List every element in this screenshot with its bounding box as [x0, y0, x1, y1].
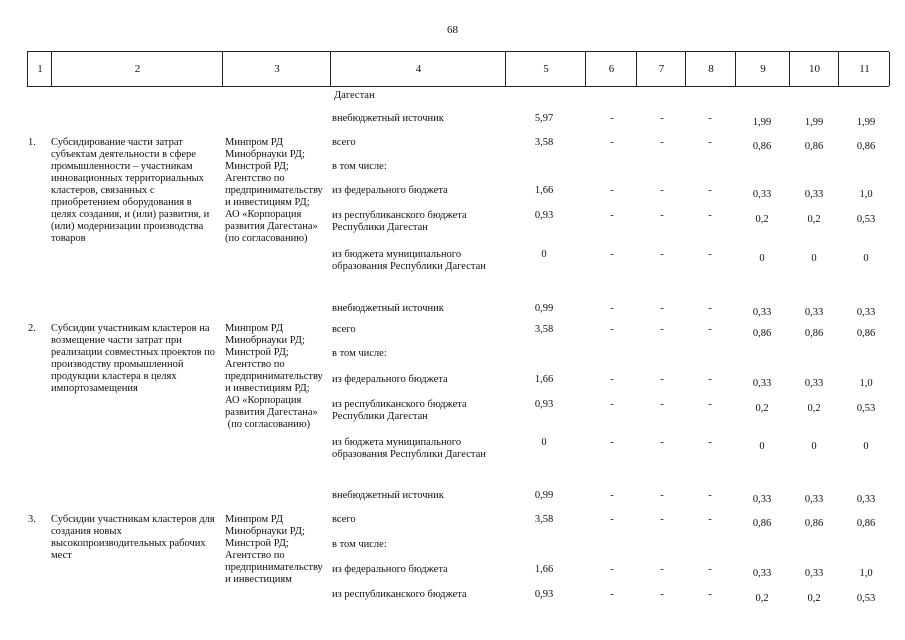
row-value-col-10: 0,86 [804, 518, 824, 529]
row-value-col-9: 0,33 [752, 568, 772, 579]
row-value-col-8: - [708, 374, 712, 385]
row-value-col-8: - [708, 210, 712, 221]
row-label: внебюджетный источник [332, 113, 444, 124]
row-value-col-6: - [610, 185, 614, 196]
row-value-col-5: 5,97 [534, 113, 554, 124]
row-value-col-11: 0 [863, 441, 869, 452]
row-value-col-11: 1,0 [859, 189, 873, 200]
header-cell-4: 4 [330, 52, 506, 86]
row-value-col-5: 0,93 [534, 589, 554, 600]
row-value-col-6: - [610, 249, 614, 260]
row-label: внебюджетный источник [332, 303, 444, 314]
row-label: в том числе: [332, 539, 387, 550]
row-value-col-11: 0,53 [856, 593, 876, 604]
row-value-col-8: - [708, 589, 712, 600]
row-value-col-5: 3,58 [534, 514, 554, 525]
row-value-col-10: 0,33 [804, 494, 824, 505]
header-cell-9: 9 [735, 52, 790, 86]
row-value-col-10: 0 [811, 441, 817, 452]
row-value-col-11: 0,33 [856, 307, 876, 318]
row-value-col-11: 0 [863, 253, 869, 264]
row-value-col-9: 0,86 [752, 518, 772, 529]
row-value-col-11: 0,86 [856, 141, 876, 152]
row-value-col-6: - [610, 374, 614, 385]
row-value-col-10: 0,86 [804, 328, 824, 339]
section-title: Субсидии участникам кластеров на возмещение части затрат при реализации совместных проектов по производству промышленной продукции кластера в целях импортозамещения [51, 323, 216, 394]
row-value-col-7: - [660, 514, 664, 525]
page-number: 68 [447, 24, 458, 36]
row-value-col-10: 0,33 [804, 189, 824, 200]
row-value-col-6: - [610, 113, 614, 124]
row-value-col-9: 0,33 [752, 307, 772, 318]
row-value-col-8: - [708, 249, 712, 260]
row-value-col-7: - [660, 437, 664, 448]
row-value-col-5: 0,93 [534, 399, 554, 410]
row-value-col-9: 0,33 [752, 378, 772, 389]
row-value-col-11: 0,86 [856, 328, 876, 339]
row-value-col-5: 3,58 [534, 137, 554, 148]
row-value-col-8: - [708, 137, 712, 148]
header-cell-11: 11 [838, 52, 890, 86]
row-label: из республиканского бюджета Республики Дагестан [332, 210, 467, 233]
row-value-col-9: 0,86 [752, 141, 772, 152]
row-value-col-6: - [610, 210, 614, 221]
row-value-col-6: - [610, 490, 614, 501]
header-cell-1: 1 [27, 52, 52, 86]
section-title: Субсидии участникам кластеров для создания новых высокопроизводительных рабочих мест [51, 514, 215, 561]
row-value-col-7: - [660, 137, 664, 148]
row-value-col-9: 0,33 [752, 189, 772, 200]
row-value-col-10: 0,33 [804, 307, 824, 318]
header-cell-6: 6 [585, 52, 637, 86]
row-value-col-5: 0 [541, 249, 547, 260]
row-value-col-5: 0,99 [534, 490, 554, 501]
row-label: из бюджета муниципального образования Республики Дагестан [332, 437, 486, 460]
top-fragment-text: Дагестан [334, 90, 375, 101]
row-value-col-7: - [660, 185, 664, 196]
row-label: всего [332, 324, 356, 335]
row-value-col-8: - [708, 324, 712, 335]
row-value-col-7: - [660, 324, 664, 335]
row-value-col-11: 0,33 [856, 494, 876, 505]
row-value-col-10: 0,33 [804, 568, 824, 579]
header-cell-7: 7 [636, 52, 686, 86]
section-number: 2. [28, 323, 36, 334]
row-value-col-6: - [610, 589, 614, 600]
row-value-col-5: 0,99 [534, 303, 554, 314]
row-label: в том числе: [332, 161, 387, 172]
row-value-col-7: - [660, 490, 664, 501]
row-value-col-11: 0,53 [856, 214, 876, 225]
header-cell-3: 3 [222, 52, 331, 86]
row-value-col-11: 1,0 [859, 568, 873, 579]
header-cell-10: 10 [789, 52, 839, 86]
row-label: из бюджета муниципального образования Республики Дагестан [332, 249, 486, 272]
row-value-col-10: 0,2 [807, 593, 821, 604]
section-number: 1. [28, 137, 36, 148]
row-value-col-8: - [708, 185, 712, 196]
row-value-col-9: 0 [759, 253, 765, 264]
row-value-col-9: 1,99 [752, 117, 772, 128]
row-value-col-5: 1,66 [534, 185, 554, 196]
row-value-col-5: 1,66 [534, 564, 554, 575]
row-value-col-7: - [660, 374, 664, 385]
row-value-col-5: 1,66 [534, 374, 554, 385]
header-cell-2: 2 [51, 52, 223, 86]
row-value-col-7: - [660, 249, 664, 260]
row-value-col-8: - [708, 564, 712, 575]
row-value-col-6: - [610, 564, 614, 575]
section-executors: Минпром РД Минобрнауки РД; Минстрой РД; Агентство по предпринимательству и инвестициям [225, 514, 323, 585]
section-executors: Минпром РД Минобрнауки РД; Минстрой РД; Агентство по предпринимательству и инвестициям РД; АО «Корпорация развития Дагестана» (по согласованию) [225, 323, 323, 430]
row-value-col-10: 1,99 [804, 117, 824, 128]
row-value-col-7: - [660, 589, 664, 600]
row-value-col-8: - [708, 490, 712, 501]
row-value-col-7: - [660, 210, 664, 221]
row-value-col-9: 0,33 [752, 494, 772, 505]
row-value-col-8: - [708, 399, 712, 410]
row-value-col-8: - [708, 514, 712, 525]
row-value-col-6: - [610, 399, 614, 410]
row-label: внебюджетный источник [332, 490, 444, 501]
row-value-col-7: - [660, 303, 664, 314]
row-value-col-10: 0,2 [807, 403, 821, 414]
row-value-col-6: - [610, 437, 614, 448]
row-value-col-6: - [610, 514, 614, 525]
section-executors: Минпром РД Минобрнауки РД; Минстрой РД; Агентство по предпринимательству и инвестициям РД; АО «Корпорация развития Дагестана» (по согласованию) [225, 137, 323, 244]
row-value-col-11: 1,99 [856, 117, 876, 128]
row-label: всего [332, 137, 356, 148]
row-value-col-11: 1,0 [859, 378, 873, 389]
row-label: из федерального бюджета [332, 564, 448, 575]
row-value-col-10: 0,2 [807, 214, 821, 225]
row-value-col-6: - [610, 137, 614, 148]
row-label: всего [332, 514, 356, 525]
row-value-col-9: 0,2 [755, 214, 769, 225]
section-number: 3. [28, 514, 36, 525]
row-value-col-9: 0,86 [752, 328, 772, 339]
row-value-col-10: 0,33 [804, 378, 824, 389]
row-value-col-5: 3,58 [534, 324, 554, 335]
row-value-col-7: - [660, 564, 664, 575]
row-value-col-11: 0,53 [856, 403, 876, 414]
header-cell-5: 5 [505, 52, 586, 86]
row-label: из федерального бюджета [332, 185, 448, 196]
row-value-col-9: 0,2 [755, 593, 769, 604]
section-title: Субсидирование части затрат субъектам деятельности в сфере промышленности – участникам инновационных территориальных кластеров, связанных с приобретением оборудования в целях создания, и (или) развития, и (или) модернизации производства товаров [51, 137, 210, 244]
row-label: в том числе: [332, 348, 387, 359]
row-value-col-6: - [610, 324, 614, 335]
row-value-col-7: - [660, 399, 664, 410]
row-value-col-10: 0 [811, 253, 817, 264]
row-label: из федерального бюджета [332, 374, 448, 385]
row-value-col-6: - [610, 303, 614, 314]
row-value-col-7: - [660, 113, 664, 124]
row-value-col-10: 0,86 [804, 141, 824, 152]
row-label: из республиканского бюджета [332, 589, 467, 600]
row-value-col-8: - [708, 437, 712, 448]
row-value-col-8: - [708, 303, 712, 314]
header-cell-8: 8 [685, 52, 736, 86]
row-value-col-5: 0 [541, 437, 547, 448]
row-value-col-9: 0 [759, 441, 765, 452]
row-value-col-11: 0,86 [856, 518, 876, 529]
row-label: из республиканского бюджета Республики Дагестан [332, 399, 467, 422]
row-value-col-9: 0,2 [755, 403, 769, 414]
row-value-col-8: - [708, 113, 712, 124]
row-value-col-5: 0,93 [534, 210, 554, 221]
